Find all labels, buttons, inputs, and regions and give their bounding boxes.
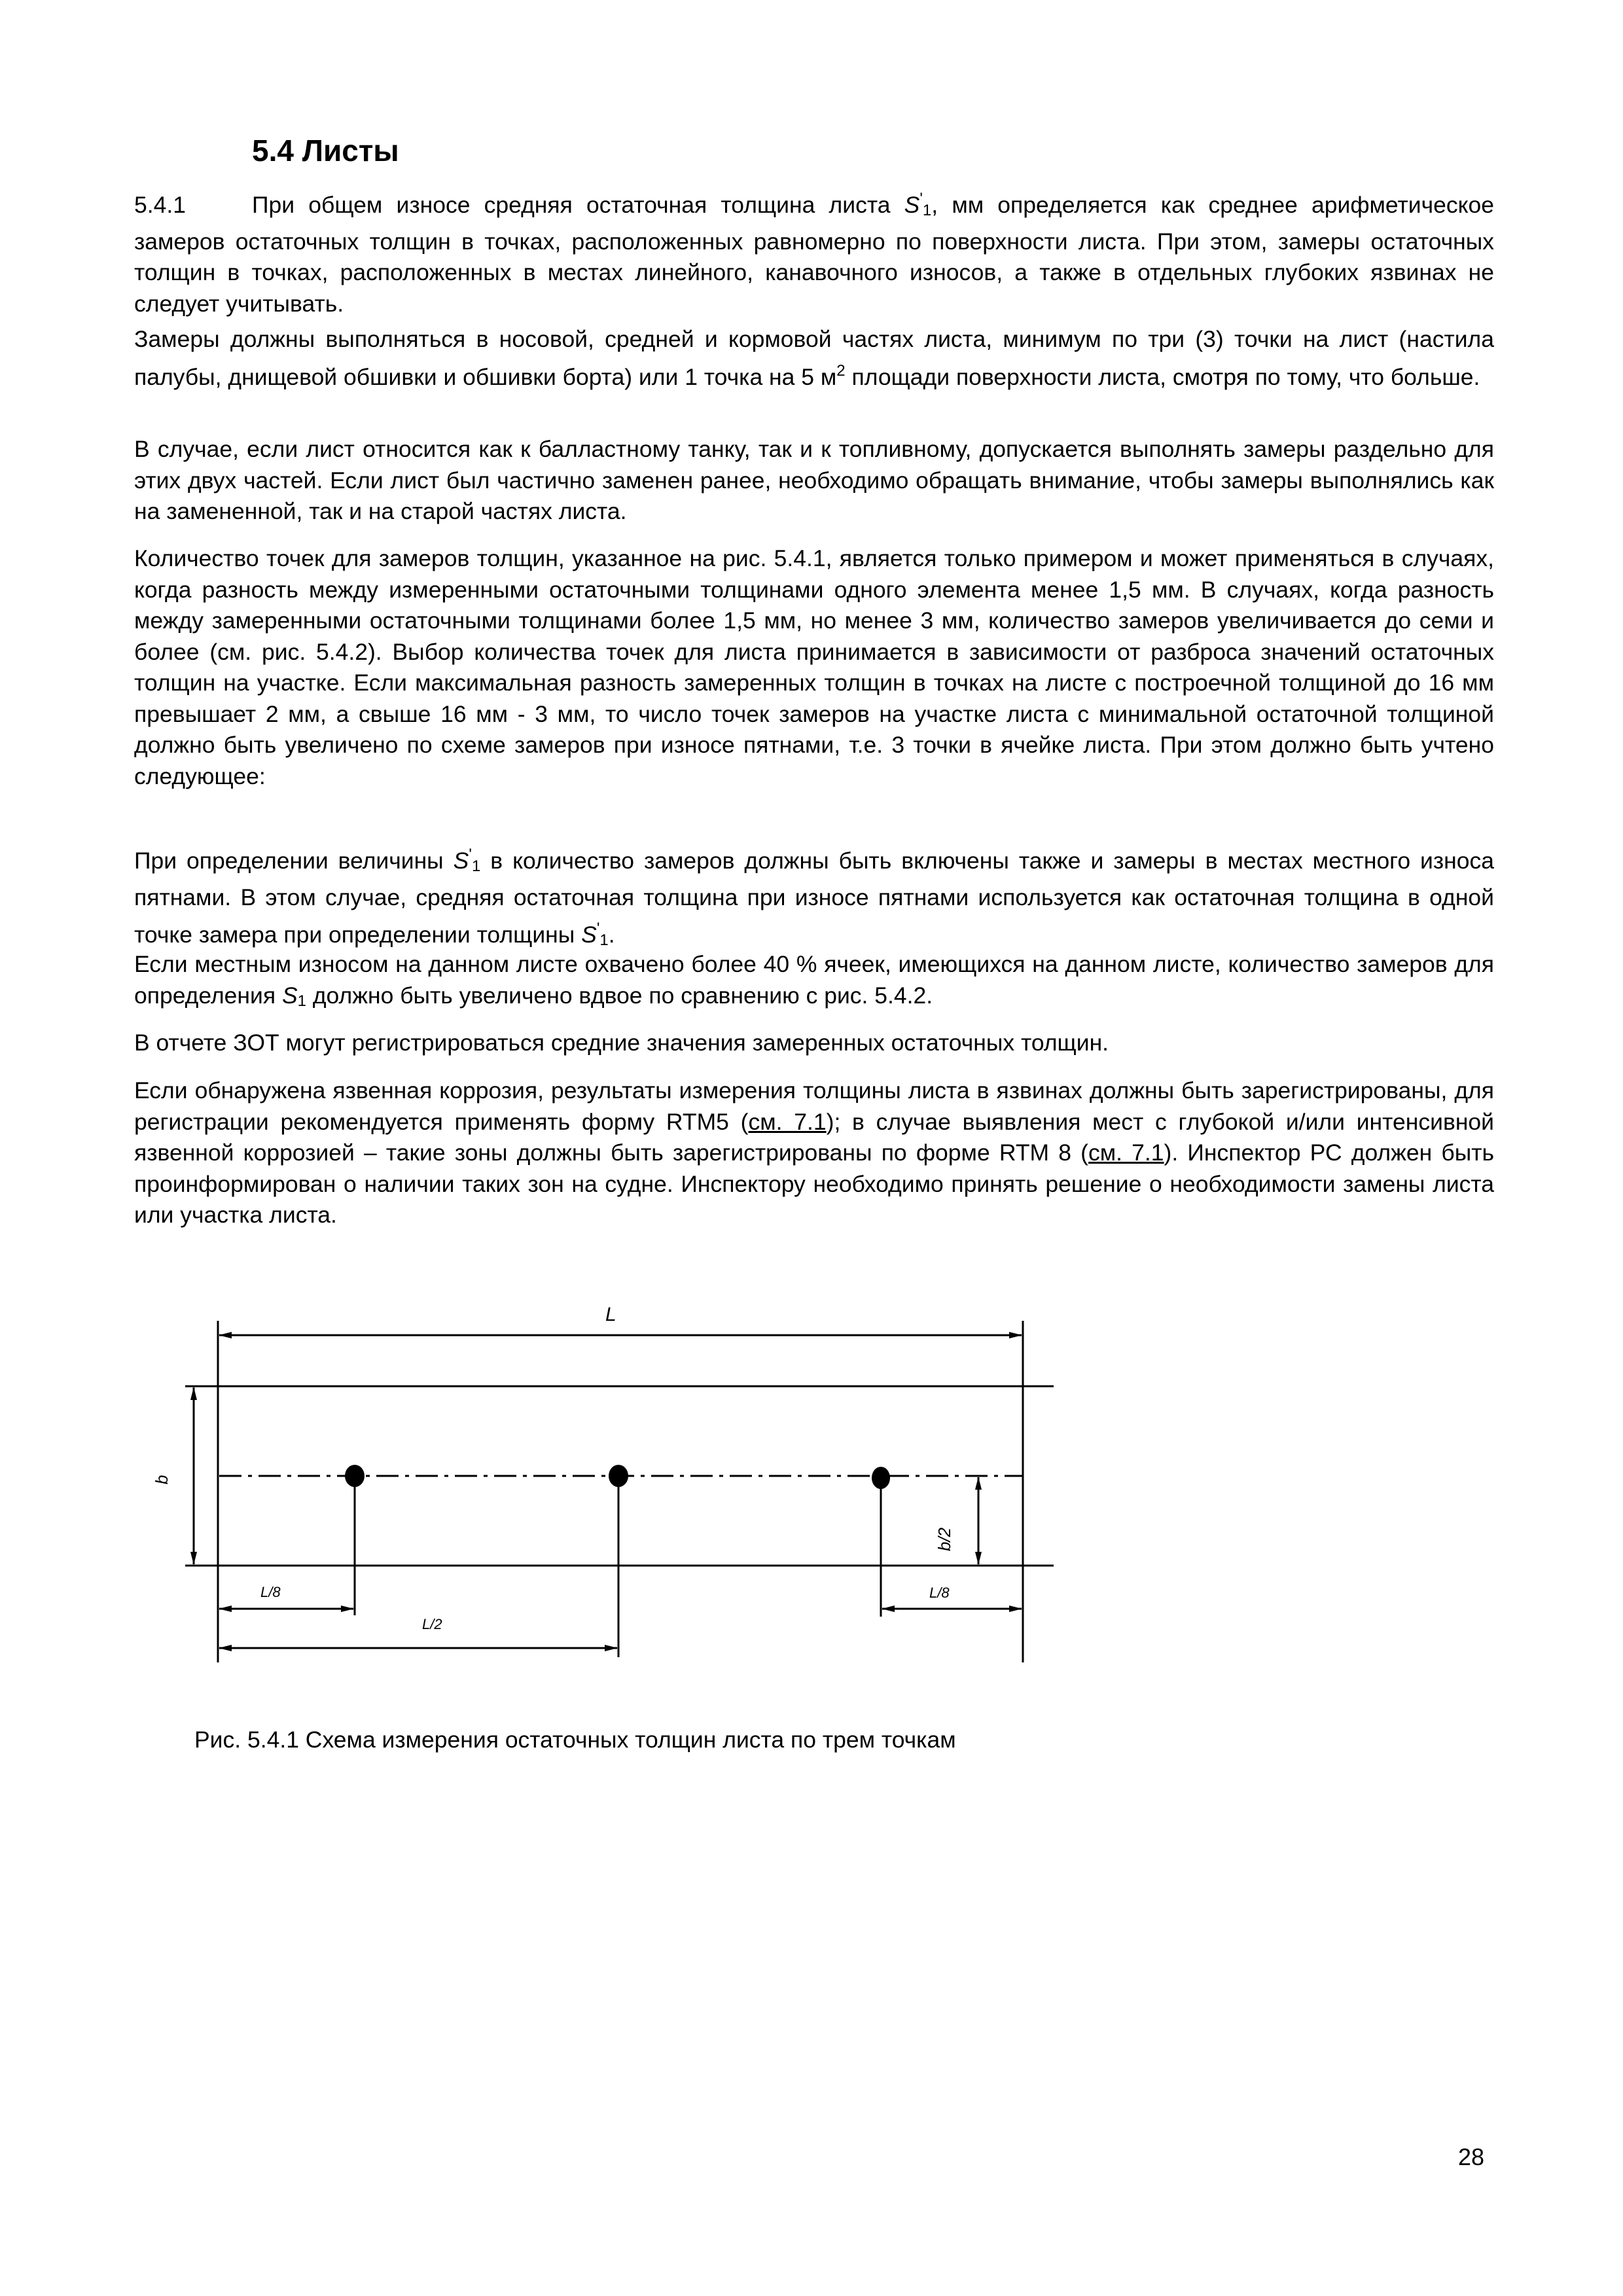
label-L8-right: L/8 bbox=[929, 1585, 950, 1601]
label-L: L bbox=[605, 1304, 616, 1325]
label-b: b bbox=[152, 1475, 171, 1484]
paragraph-pitting-inclusion: При определении величины S'1 в количество замеров должны быть включены также и замеры в местах местного износа пятнами. В этом случае, средняя остаточная толщина при износе пятнами используется как остаточная толщина в одной точке замера при определении толщины S'1. bbox=[134, 846, 1495, 949]
section-title: 5.4 Листы bbox=[252, 134, 399, 168]
measurement-point-2 bbox=[609, 1465, 628, 1657]
dimension-L8-right bbox=[882, 1585, 1022, 1609]
paragraph-5-4-1: 5.4.1 При общем износе средняя остаточная толщина листа S'1, мм определяется как среднее арифметическое замеров остаточных толщин в точках, расположенных равномерно по поверхности листа. При этом, замеры остаточных толщин в точках, расположенных в местах линейного, канавочного износов, а также в отдельных глубоких язвинах не следует учитывать. bbox=[134, 190, 1494, 317]
label-L2: L/2 bbox=[422, 1616, 442, 1632]
link-section-7-1[interactable]: см. 7.1 bbox=[748, 1108, 827, 1135]
label-b-half: b/2 bbox=[935, 1527, 954, 1551]
paragraph-number-of-points: Количество точек для замеров толщин, указанное на рис. 5.4.1, является только примером и может применяться в случаях, когда разность между измеренными остаточными толщинами одного элемента менее 1,5 мм. В случаях, когда разность между замеренными остаточными толщинами более 1,5 мм, но менее 3 мм, количество замеров увеличивается до семи и более (см. рис. 5.4.2). Выбор количества точек для листа принимается в зависимости от разброса значений остаточных толщин на участке. Если максимальная разность замеренных толщин в точках на листе с построечной толщиной до 16 мм превышает 2 мм, а свыше 16 мм - 3 мм, то число точек замеров на участке листа с минимальной остаточной толщиной должно быть увеличено по схеме замеров при износе пятнами, т.е. 3 точки в ячейке листа. При этом должно быть учтено следующее: bbox=[134, 545, 1494, 789]
paragraph-report: В отчете ЗОТ могут регистрироваться средние значения замеренных остаточных толщин. bbox=[134, 1030, 1109, 1056]
page-number: 28 bbox=[1458, 2144, 1485, 2170]
paragraph-ballast-fuel: В случае, если лист относится как к балластному танку, так и к топливному, допускается выполнять замеры раздельно для этих двух частей. Если лист был частично заменен ранее, необходимо обращать внимание, чтобы замеры выполнялись как на замененной, так и на старой частях листа. bbox=[134, 436, 1494, 524]
paragraph-pitting-corrosion: Если обнаружена язвенная коррозия, результаты измерения толщины листа в язвинах должны быть зарегистрированы, для регистрации рекомендуется применять форму RTM5 (см. 7.1); в случае выявления мест с глубокой и/или интенсивной язвенной коррозией – такие зоны должны быть зарегистрированы по форме RTM 8 (см. 7.1). Инспектор РС должен быть проинформирован о наличии таких зон на судне. Инспектору необходимо принять решение о необходимости замены листа или участка листа. bbox=[134, 1077, 1495, 1228]
dimension-b bbox=[152, 1388, 194, 1564]
dimension-L2 bbox=[219, 1616, 617, 1648]
measurement-point-3 bbox=[872, 1467, 890, 1617]
dimension-b-half bbox=[935, 1477, 978, 1564]
clause-number: 5.4.1 bbox=[134, 192, 186, 218]
label-L8-left: L/8 bbox=[260, 1584, 281, 1600]
paragraph-measurement-locations: Замеры должны выполняться в носовой, средней и кормовой частях листа, минимум по три (3) точки на лист (настила палубы, днищевой обшивки и обшивки борта) или 1 точка на 5 $м^2$ площади поверхности листа, смотря по тому, что больше. bbox=[134, 326, 1494, 390]
figure-caption: Рис. 5.4.1 Схема измерения остаточных толщин листа по трем точкам bbox=[194, 1727, 956, 1753]
link-section-7-1-second[interactable]: см. 7.1 bbox=[1088, 1139, 1164, 1166]
dimension-L8-left bbox=[219, 1584, 353, 1609]
paragraph-local-wear: Если местным износом на данном листе охвачено более 40 % ячеек, имеющихся на данном листе, количество замеров для определения S1 должно быть увеличено вдвое по сравнению с рис. 5.4.2. bbox=[134, 951, 1494, 1010]
measurement-point-1 bbox=[345, 1465, 365, 1615]
